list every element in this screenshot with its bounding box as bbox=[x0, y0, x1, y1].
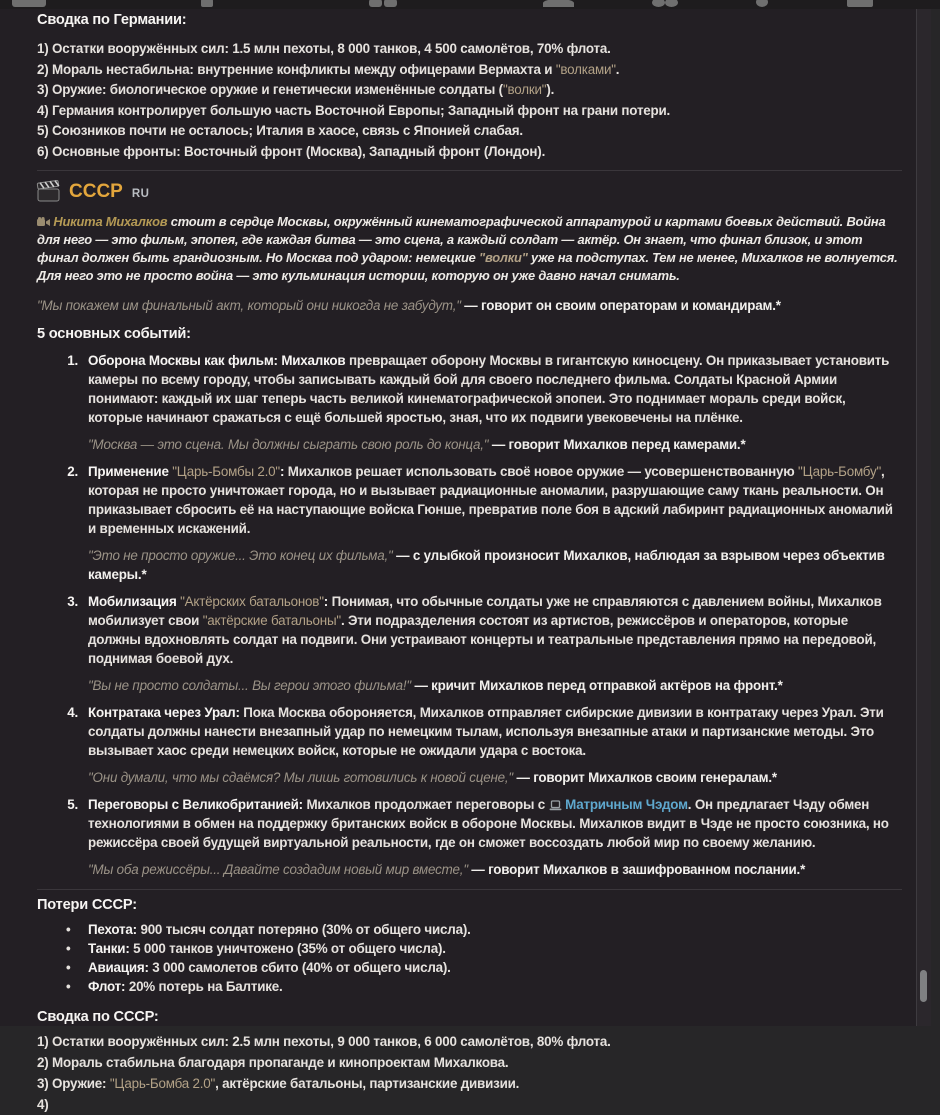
loss-item-fleet: • Флот: 20% потерь на Балтике. bbox=[37, 977, 902, 996]
window-icon[interactable] bbox=[847, 0, 873, 7]
top-toolbar bbox=[0, 0, 940, 9]
binoculars-icon[interactable] bbox=[652, 0, 665, 7]
circle-icon[interactable] bbox=[756, 0, 768, 7]
germany-summary-section bbox=[37, 11, 902, 162]
term-actor-battalions: "Актёрских батальонов" bbox=[180, 594, 324, 609]
event-quote: "Они думали, что мы сдаёмся? Мы лишь готовились к новой сцене," — говорит Михалков своим генералам.* bbox=[88, 770, 777, 785]
loss-item-tanks: • Танки: 5 000 танков уничтожено (35% от общего числа). bbox=[37, 939, 902, 958]
people-icon[interactable] bbox=[384, 0, 397, 7]
term-tsar-bomba: "Царь-Бомба 2.0" bbox=[109, 1076, 216, 1091]
event-item-2: 2. Применение "Царь-Бомбы 2.0": Михалков решает использовать своё новое оружие — усовершенствованную "Царь-Бомбу", которая не просто уничтожает города, но и вызывает радиационные аномалии, разрушающие саму ткань реальности. Он приказывает сбросить её на наступающие войска Гюнше, превратив поле боя в адский лабиринт радиационных аномалий и временных искажений. "Это не просто оружие... Это конец их фильма," — с улыбкой произносит Михалков, наблюдая за взрывом через объектив камеры.* bbox=[37, 462, 902, 584]
term-wolves: "волками" bbox=[555, 61, 616, 77]
losses-section bbox=[37, 896, 902, 996]
germany-item-6: 6) Основные фронты: Восточный фронт (Москва), Западный фронт (Лондон). bbox=[37, 143, 546, 159]
term-wolves: "волки" bbox=[502, 82, 547, 97]
event-number: 4. bbox=[67, 705, 78, 720]
people-icon[interactable] bbox=[369, 0, 382, 7]
event-title: Мобилизация bbox=[88, 594, 181, 609]
event-title: Переговоры с Великобританией: bbox=[88, 797, 303, 812]
loss-item-aviation: • Авиация: 3 000 самолетов сбито (40% от общего числа). bbox=[37, 958, 902, 977]
ussr-lead-quote: "Мы покажем им финальный акт, который они никогда не забудут," — говорит он своим операторам и командирам.* bbox=[37, 298, 781, 313]
event-number: 1. bbox=[67, 353, 78, 368]
event-quote: "Это не просто оружие... Это конец их фильма," — с улыбкой произносит Михалков, наблюдая за взрывом через объектив камеры.* bbox=[88, 548, 885, 582]
binoculars-icon[interactable] bbox=[665, 0, 678, 7]
germany-item-3: 3) Оружие: биологическое оружие и генетически изменённые солдаты ("волки"). bbox=[37, 82, 555, 97]
ussr-lead-paragraph: Никита Михалков стоит в сердце Москвы, окружённый кинематографической аппаратурой и картами боевых действий. Война для него — это фильм, эпопея, где каждая битва — это сцена, а каждый солдат — актёр. Он знает, что финал близок, и этот финал должен быть грандиозным. Но Москва под ударом: немецкие "волки" уже на подступах. Тем не менее, Михалков не волнуется. Для него это не просто война — это кульминация истории, которую он уже давно начал снимать. bbox=[37, 214, 898, 283]
event-number: 5. bbox=[67, 797, 78, 812]
event-quote: "Москва — это сцена. Мы должны сыграть свою роль до конца," — говорит Михалков перед камерами.* bbox=[88, 437, 746, 452]
germany-item-5: 5) Союзников почти не осталось; Италия в хаосе, связь с Японией слабая. bbox=[37, 123, 523, 138]
character-name: Никита Михалков bbox=[53, 214, 168, 229]
event-item-3: 3. Мобилизация "Актёрских батальонов": Понимая, что обычные солдаты уже не справляются с давлением войны, Михалков мобилизует свои "актёрские батальоны". Эти подразделения состоят из артистов, режиссёров и операторов, которые должны вдохновлять солдат на подвиги. Они устраивают концерты и театральные представления прямо на передовой, поднимая боевой дух. "Вы не просто солдаты... Вы герои этого фильма!" — кричит Михалков перед отправкой актёров на фронт.* bbox=[37, 592, 902, 695]
ussr-title-row bbox=[37, 179, 902, 205]
term-actor-battalions: "актёрские батальоны" bbox=[202, 613, 341, 628]
ru-flag-tag: RU bbox=[131, 187, 150, 200]
summary-item-2: 2) Мораль стабильна благодаря пропаганде и кинопроектам Михалкова. bbox=[37, 1055, 509, 1070]
clapperboard-icon bbox=[37, 182, 60, 202]
ussr-summary-section bbox=[37, 1008, 902, 1115]
laptop-icon bbox=[549, 800, 562, 811]
events-heading: 5 основных событий: bbox=[37, 326, 191, 342]
summary-item-3: 3) Оружие: "Царь-Бомба 2.0", актёрские батальоны, партизанские дивизии. bbox=[37, 1076, 520, 1091]
ussr-section bbox=[37, 179, 902, 879]
term-tsar-bomba: "Царь-Бомбу" bbox=[798, 464, 882, 479]
ussr-summary-heading: Сводка по СССР: bbox=[37, 1009, 159, 1025]
tool-icon[interactable] bbox=[12, 0, 46, 7]
event-item-5: 5. Переговоры с Великобританией: Михалков продолжает переговоры с Матричным Чэдом. Он предлагает Чэду обмен технологиями в обмен на поддержку британских войск в обороне Москвы. Михалков видит в Чэде не просто союзника, но режиссёра своей будущей виртуальной реальности, где он сможет воссоздать любой мир по своему желанию. "Мы оба режиссёры... Давайте создадим новый мир вместе," — говорит Михалков в зашифрованном послании.* bbox=[37, 795, 902, 879]
section-divider bbox=[37, 889, 902, 890]
matrix-chad-mention-link[interactable]: Матричным Чэдом bbox=[565, 797, 688, 812]
event-title: Применение bbox=[88, 464, 173, 479]
germany-summary-heading: Сводка по Германии: bbox=[37, 12, 187, 28]
germany-item-4: 4) Германия контролирует большую часть Восточной Европы; Западный фронт на грани потери. bbox=[37, 102, 671, 118]
movie-camera-icon bbox=[37, 217, 50, 228]
scrollbar[interactable] bbox=[916, 9, 931, 1026]
germany-item-2: 2) Мораль нестабильна: внутренние конфликты между офицерами Вермахта и "волками". bbox=[37, 61, 620, 77]
person-icon[interactable] bbox=[201, 0, 213, 7]
loss-item-infantry: • Пехота: 900 тысяч солдат потеряно (30% от общего числа). bbox=[37, 920, 902, 939]
event-quote: "Мы оба режиссёры... Давайте создадим новый мир вместе," — говорит Михалков в зашифрованном послании.* bbox=[88, 862, 806, 877]
event-item-4: 4. Контратака через Урал: Пока Москва обороняется, Михалков отправляет сибирские дивизии в контратаку через Урал. Эти солдаты должны нанести внезапный удар по немецким тылам, используя внезапные атаки и партизанские методы. Это вызывает хаос среди немецких войск, которые не ожидали удара с востока. "Они думали, что мы сдаёмся? Мы лишь готовились к новой сцене," — говорит Михалков своим генералам.* bbox=[37, 703, 902, 787]
summary-item-1: 1) Остатки вооружённых сил: 2.5 млн пехоты, 9 000 танков, 6 000 самолётов, 80% флота. bbox=[37, 1034, 611, 1049]
event-title: Контратака через Урал: bbox=[88, 705, 240, 720]
section-divider bbox=[37, 170, 902, 171]
term-wolves: "волки" bbox=[479, 250, 528, 265]
scrollbar-thumb[interactable] bbox=[920, 970, 927, 1002]
term-tsar-bomba: "Царь-Бомбы 2.0" bbox=[172, 464, 280, 479]
report-document bbox=[0, 9, 916, 1112]
summary-item-4-clipped: 4) bbox=[37, 1097, 49, 1112]
losses-list bbox=[37, 920, 902, 996]
event-quote: "Вы не просто солдаты... Вы герои этого фильма!" — кричит Михалков перед отправкой актёров на фронт.* bbox=[88, 678, 783, 693]
ussr-title: СССР bbox=[69, 181, 123, 202]
event-number: 2. bbox=[67, 464, 78, 479]
event-title: Оборона Москвы как фильм: Михалков bbox=[88, 353, 346, 368]
event-item-1: 1. Оборона Москвы как фильм: Михалков превращает оборону Москвы в гигантскую киносцену. Он приказывает установить камеры по всему городу, чтобы записывать каждый бой для своего последнего фильма. Солдаты Красной Армии понимают: каждый их шаг теперь часть великой кинематографической эпопеи. Это поднимает мораль среди войск, которые начинают сражаться с ещё большей яростью, зная, что их подвиги увековечены на плёнке. "Москва — это сцена. Мы должны сыграть свою роль до конца," — говорит Михалков перед камерами.* bbox=[37, 351, 902, 454]
event-number: 3. bbox=[67, 594, 78, 609]
monitor-icon[interactable] bbox=[543, 0, 574, 7]
losses-heading: Потери СССР: bbox=[37, 897, 137, 913]
germany-item-1: 1) Остатки вооружённых сил: 1.5 млн пехоты, 8 000 танков, 4 500 самолётов, 70% флота. bbox=[37, 41, 611, 56]
